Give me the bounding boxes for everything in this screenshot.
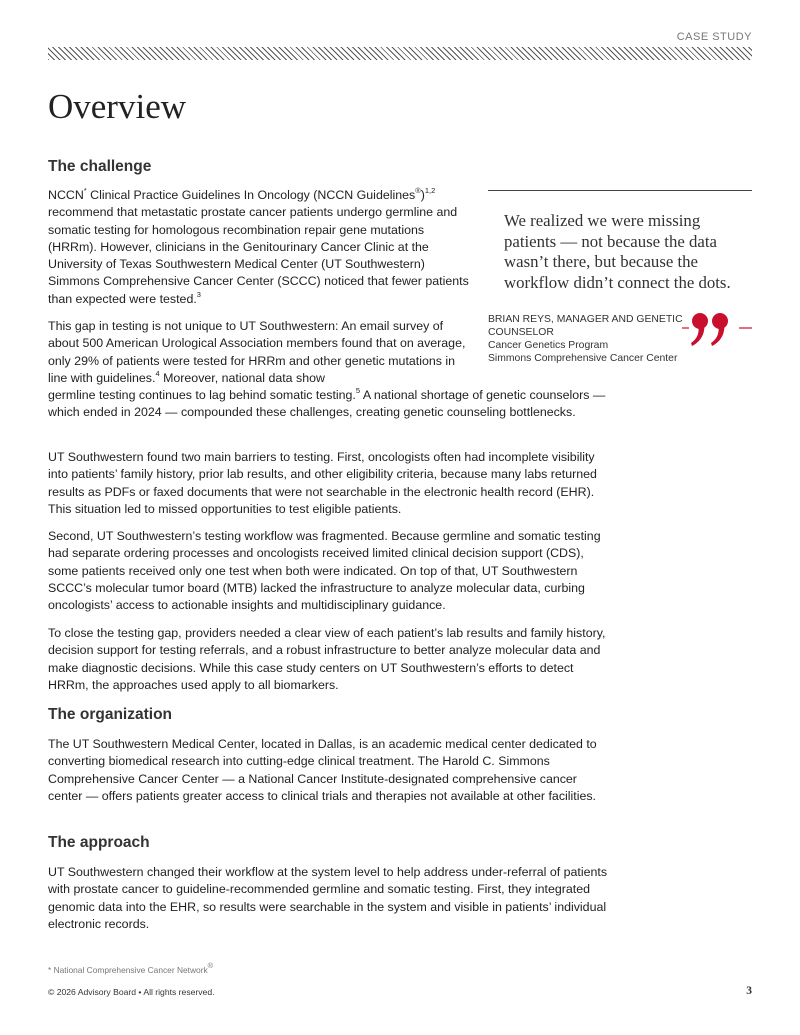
pullquote-rule <box>488 190 752 191</box>
section-label: CASE STUDY <box>676 31 752 43</box>
challenge-paragraph-1: NCCN* Clinical Practice Guidelines In Oncology (NCCN Guidelines®)$^{1,2}$ recommend that metastatic prostate cancer patients undergo germline and somatic testing for homologous recombination repair gene mutations (HRRm). However, clinicians in the Genitourinary Cancer Clinic at the University of Texas Southwestern Medical Center (UT Southwestern) Simmons Comprehensive Cancer Center (SCCC) noticed that fewer patients than expected were tested.$^3$ <box>48 185 469 306</box>
challenge-paragraph-4: Second, UT Southwestern’s testing workflow was fragmented. Because germline and somatic testing had separate ordering processes and oncologists received limited clinical decision support (CDS), some patients received only one test when both were indicated. On top of that, UT Southwestern SCCC’s molecular tumor board (MTB) lacked the infrastructure to analyze molecular data, curbing oncologists’ access to actionable insights and multidisciplinary guidance. <box>48 529 601 613</box>
pullquote-attribution <box>488 313 688 365</box>
challenge-heading: The challenge <box>48 158 152 175</box>
pullquote-text: We realized we were missing patients — not because the data wasn’t there, but because the workflow didn’t connect the dots. <box>504 211 731 292</box>
pullquote-center: Simmons Comprehensive Cancer Center <box>488 353 678 364</box>
quote-mark-icon <box>682 310 752 350</box>
pullquote-program: Cancer Genetics Program <box>488 340 609 351</box>
challenge-paragraph-2a: This gap in testing is not unique to UT Southwestern: An email survey of about 500 American Urological Association members found that on average, only 29% of patients were tested for HRRm and other genetic mutations in line with guidelines.$^4$ Moreover, national data show <box>48 319 466 385</box>
approach-heading: The approach <box>48 834 150 851</box>
challenge-paragraph-5: To close the testing gap, providers needed a clear view of each patient’s lab results and family history, decision support for testing referrals, and a robust infrastructure to better analyze molecular data and make diagnostic decisions. While this case study centers on UT Southwestern’s efforts to detect HRRm, the approaches used apply to all biomarkers. <box>48 626 606 692</box>
challenge-paragraph-3: UT Southwestern found two main barriers to testing. First, oncologists often had incomplete visibility into patients’ family history, prior lab results, and other eligibility criteria, because many labs returned results as PDFs or faxed documents that were not searchable in the electronic health record (EHR). This situation led to missed opportunities to test eligible patients. <box>48 450 597 516</box>
hatched-divider <box>48 47 752 60</box>
organization-paragraph: The UT Southwestern Medical Center, located in Dallas, is an academic medical center dedicated to converting biomedical research into cutting-edge clinical treatment. The Harold C. Simmons Comprehensive Cancer Center — a National Cancer Institute-designated comprehensive cancer center — offers patients greater access to clinical trials and therapies not available at other facilities. <box>48 737 597 803</box>
footnote: * National Comprehensive Cancer Network® <box>48 961 214 975</box>
copyright: © 2026 Advisory Board • All rights reserved. <box>48 987 215 997</box>
challenge-paragraph-2b: germline testing continues to lag behind somatic testing.$^5$ A national shortage of genetic counselors — which ended in 2024 — compounded these challenges, creating genetic counseling bottlenecks. <box>48 385 606 420</box>
pullquote-name: BRIAN REYS, MANAGER AND GENETIC COUNSELOR <box>488 314 683 338</box>
page-number: 3 <box>746 985 752 997</box>
page-title: Overview <box>48 87 187 126</box>
organization-heading: The organization <box>48 706 172 723</box>
approach-paragraph: UT Southwestern changed their workflow at the system level to help address under-referral of patients with prostate cancer to guideline-recommended germline and somatic testing. First, they integrated genomic data into the EHR, so results were searchable in the system and visible in patients’ individual electronic records. <box>48 865 608 931</box>
